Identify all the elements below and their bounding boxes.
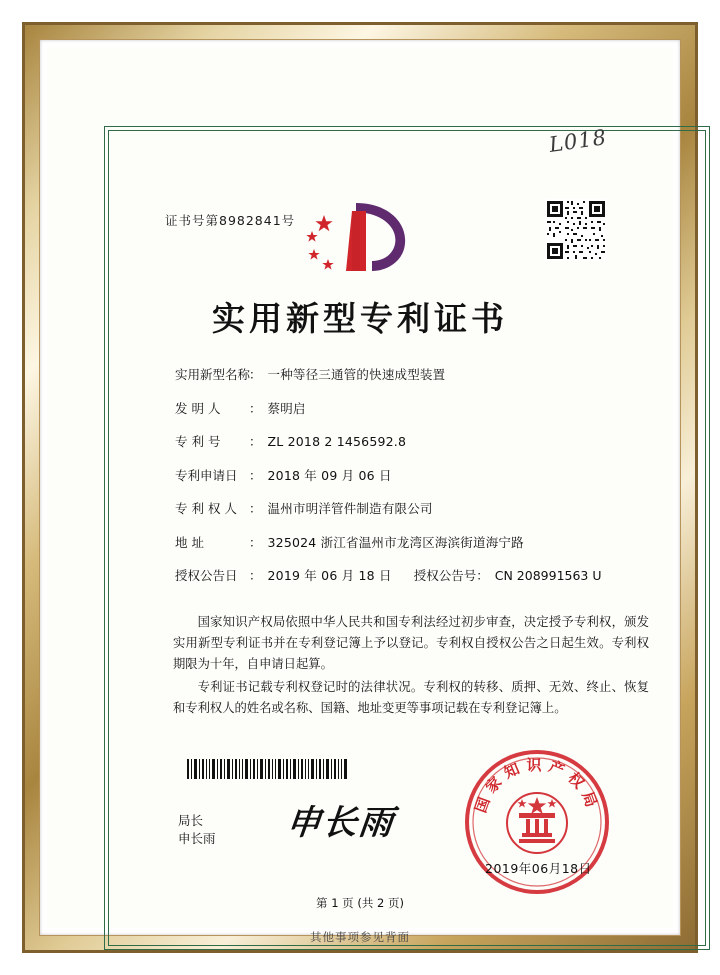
body-paragraph-2: 专利证书记载专利权登记时的法律状况。专利权的转移、质押、无效、终止、恢复和专利权人的姓名或名称、国籍、地址变更等事项记载在专利登记簿上。 xyxy=(173,680,649,715)
qr-code-icon xyxy=(545,199,607,261)
field-value-patent-number: ZL 2018 2 1456592.8 xyxy=(267,434,407,449)
field-row-patentee xyxy=(175,499,645,517)
field-colon: ： xyxy=(249,501,262,516)
field-row-utility-model-name xyxy=(175,365,645,383)
field-value-inventor: 蔡明启 xyxy=(267,400,306,416)
certificate-number: 证书号第8982841号 xyxy=(165,213,296,228)
footnote: 其他事项参见背面 xyxy=(310,930,410,944)
field-label-address: 地 址 xyxy=(175,534,204,550)
signature-name-label: 申长雨 xyxy=(178,831,216,846)
handwritten-code: L018 xyxy=(547,125,609,157)
field-value-utility-model-name: 一种等径三通管的快速成型装置 xyxy=(267,367,446,382)
field-value-application-date: 2018 年 09 月 06 日 xyxy=(267,467,392,483)
field-label-grant-number: 授权公告号 xyxy=(413,568,477,583)
certificate-sheet xyxy=(47,47,673,944)
field-label-inventor: 发 明 人 xyxy=(175,400,221,416)
field-row-patent-number xyxy=(175,432,645,450)
signature-title-label: 局长 xyxy=(178,813,204,828)
field-colon: ： xyxy=(249,400,262,416)
field-row-inventor xyxy=(175,399,645,417)
field-label-patentee: 专 利 权 人 xyxy=(175,501,237,516)
signature-labels xyxy=(178,812,216,848)
handwritten-signature: 申长雨 xyxy=(284,803,397,843)
field-colon: ： xyxy=(249,467,262,483)
field-label-utility-model-name: 实用新型名称 xyxy=(175,367,251,382)
field-value-grant-date: 2019 年 06 月 18 日 xyxy=(267,568,392,583)
field-value-address: 325024 浙江省温州市龙湾区海滨街道海宁路 xyxy=(267,534,524,550)
field-label-application-date: 专利申请日 xyxy=(175,467,238,483)
field-row-grant-announcement xyxy=(175,566,645,584)
field-colon: ： xyxy=(249,434,262,449)
page-number: 第 1 页 (共 2 页) xyxy=(316,896,404,910)
field-colon: ： xyxy=(476,568,489,583)
field-label-grant-date: 授权公告日 xyxy=(175,568,238,583)
body-paragraph-1: 国家知识产权局依照中华人民共和国专利法经过初步审查，决定授予专利权，颁发实用新型专利证书并在专利登记簿上予以登记。专利权自授权公告之日起生效。专利权期限为十年，自申请日起算。 xyxy=(173,615,649,671)
certificate-body-text xyxy=(173,612,649,721)
svg-text:国家知识产权局: 国家知识产权局 xyxy=(471,756,603,816)
field-label-patent-number: 专 利 号 xyxy=(175,434,221,449)
certificate-title: 实用新型专利证书 xyxy=(212,299,508,338)
field-row-address xyxy=(175,533,645,551)
cnipa-logo-icon xyxy=(294,197,426,275)
field-colon: ： xyxy=(249,568,262,583)
field-value-grant-number: CN 208991563 U xyxy=(494,568,602,583)
certificate-fields xyxy=(175,365,645,600)
field-row-application-date xyxy=(175,466,645,484)
seal-date: 2019年06月18日 xyxy=(485,861,592,876)
barcode xyxy=(187,759,347,779)
field-colon: ： xyxy=(249,534,262,550)
field-value-patentee: 温州市明洋管件制造有限公司 xyxy=(267,501,433,516)
field-colon: ： xyxy=(249,367,262,382)
